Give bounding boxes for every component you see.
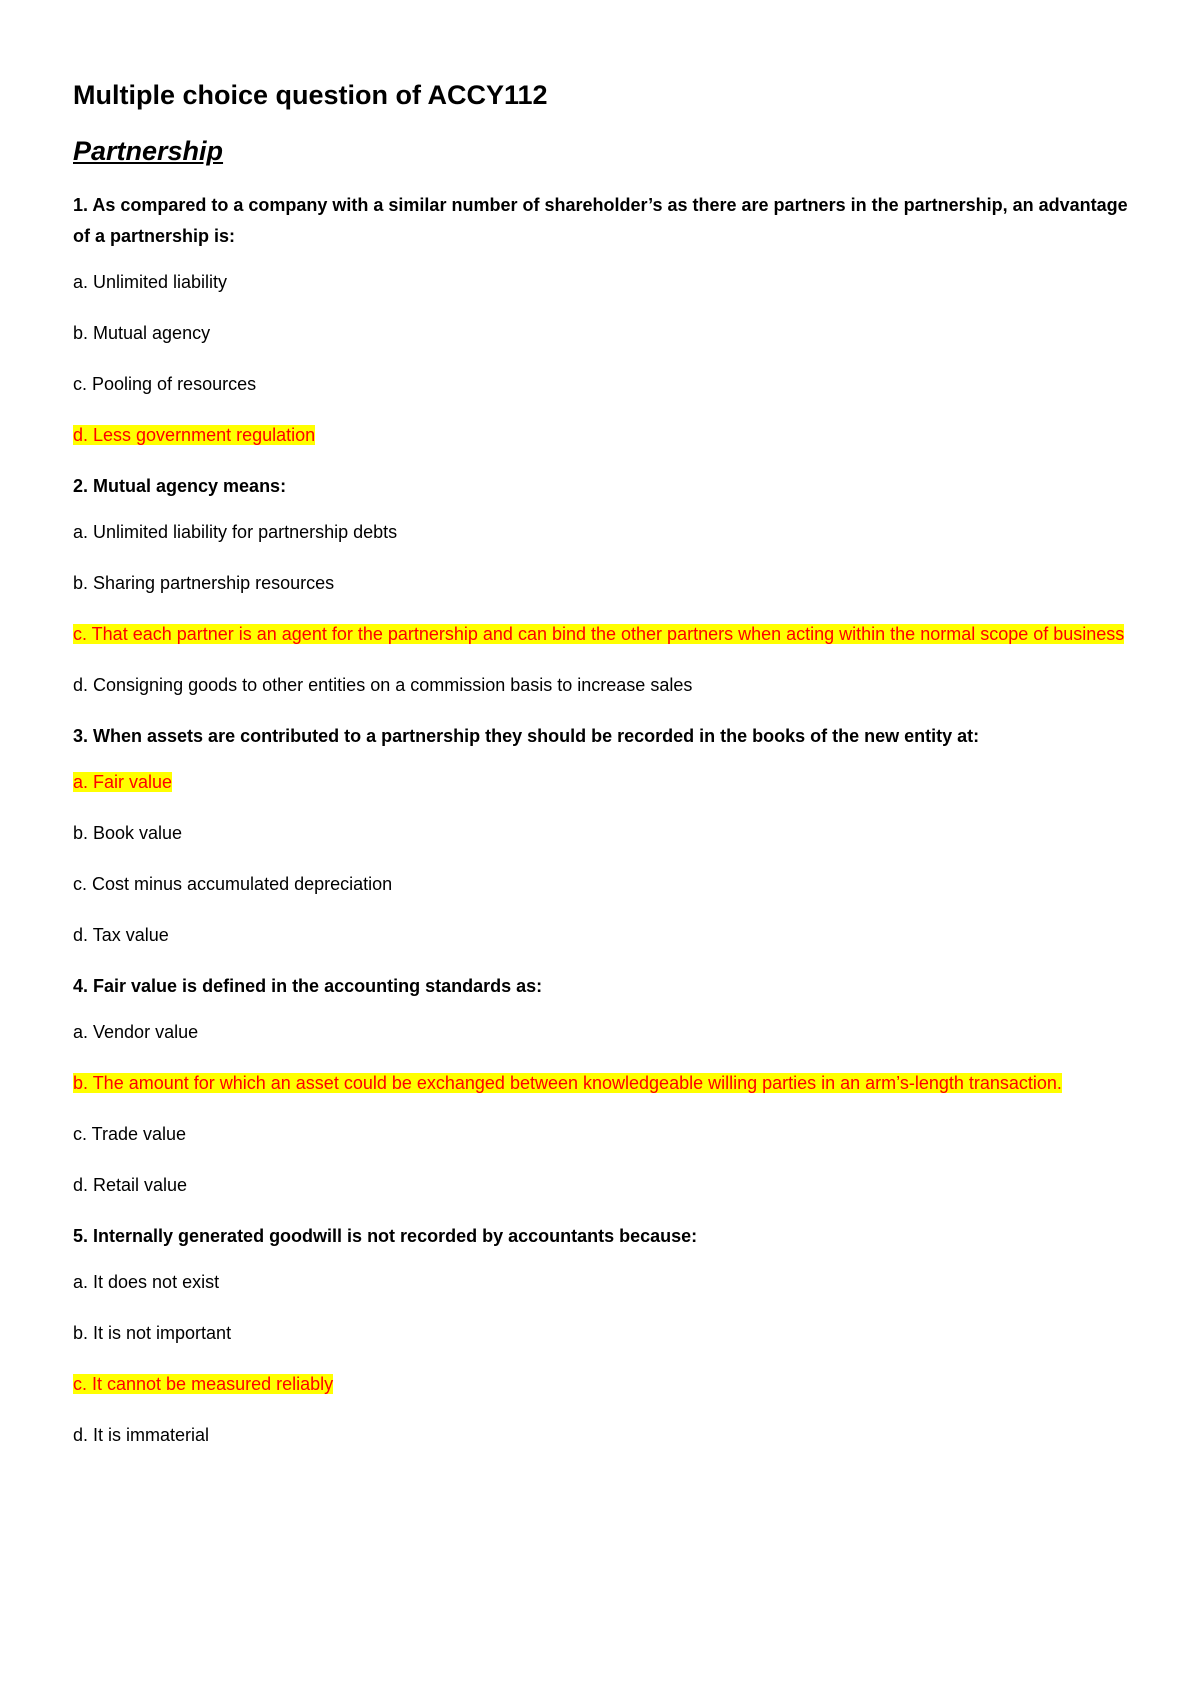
question-block [73, 721, 1140, 951]
answer-option: b. Mutual agency [73, 323, 211, 343]
question-block [73, 471, 1140, 701]
answer-option: d. Retail value [73, 1175, 188, 1195]
document-title: Multiple choice question of ACCY112 [73, 80, 548, 110]
correct-answer-option: a. Fair value [73, 772, 173, 792]
answer-option: c. Cost minus accumulated depreciation [73, 874, 393, 894]
answer-option: a. Unlimited liability for partnership debts [73, 522, 398, 542]
correct-answer-option: d. Less government regulation [73, 425, 316, 445]
answer-option: b. Sharing partnership resources [73, 573, 335, 593]
answer-option: d. Tax value [73, 925, 169, 945]
question-text: 3. When assets are contributed to a partnership they should be recorded in the books of the new entity at: [73, 726, 980, 746]
answer-option: c. Pooling of resources [73, 374, 257, 394]
correct-answer-option: c. It cannot be measured reliably [73, 1374, 334, 1394]
answer-option: d. Consigning goods to other entities on a commission basis to increase sales [73, 675, 693, 695]
question-text: 2. Mutual agency means: [73, 476, 287, 496]
answer-option: b. Book value [73, 823, 183, 843]
answer-option: a. Vendor value [73, 1022, 199, 1042]
answer-option: a. It does not exist [73, 1272, 220, 1292]
section-title: Partnership [73, 136, 224, 166]
answer-option: b. It is not important [73, 1323, 232, 1343]
question-text: 1. As compared to a company with a similar number of shareholder’s as there are partners in the partnership, an advantage of a partnership is: [73, 195, 1128, 246]
answer-option: d. It is immaterial [73, 1425, 210, 1445]
correct-answer-option: b. The amount for which an asset could be exchanged between knowledgeable willing parties in an arm’s-length transaction. [73, 1073, 1062, 1093]
answer-option: c. Trade value [73, 1124, 187, 1144]
question-text: 4. Fair value is defined in the accounting standards as: [73, 976, 543, 996]
question-text: 5. Internally generated goodwill is not recorded by accountants because: [73, 1226, 698, 1246]
question-block [73, 971, 1140, 1201]
question-block [73, 1221, 1140, 1451]
question-block [73, 190, 1140, 451]
correct-answer-option: c. That each partner is an agent for the partnership and can bind the other partners when acting within the normal scope of business [73, 624, 1125, 644]
answer-option: a. Unlimited liability [73, 272, 228, 292]
